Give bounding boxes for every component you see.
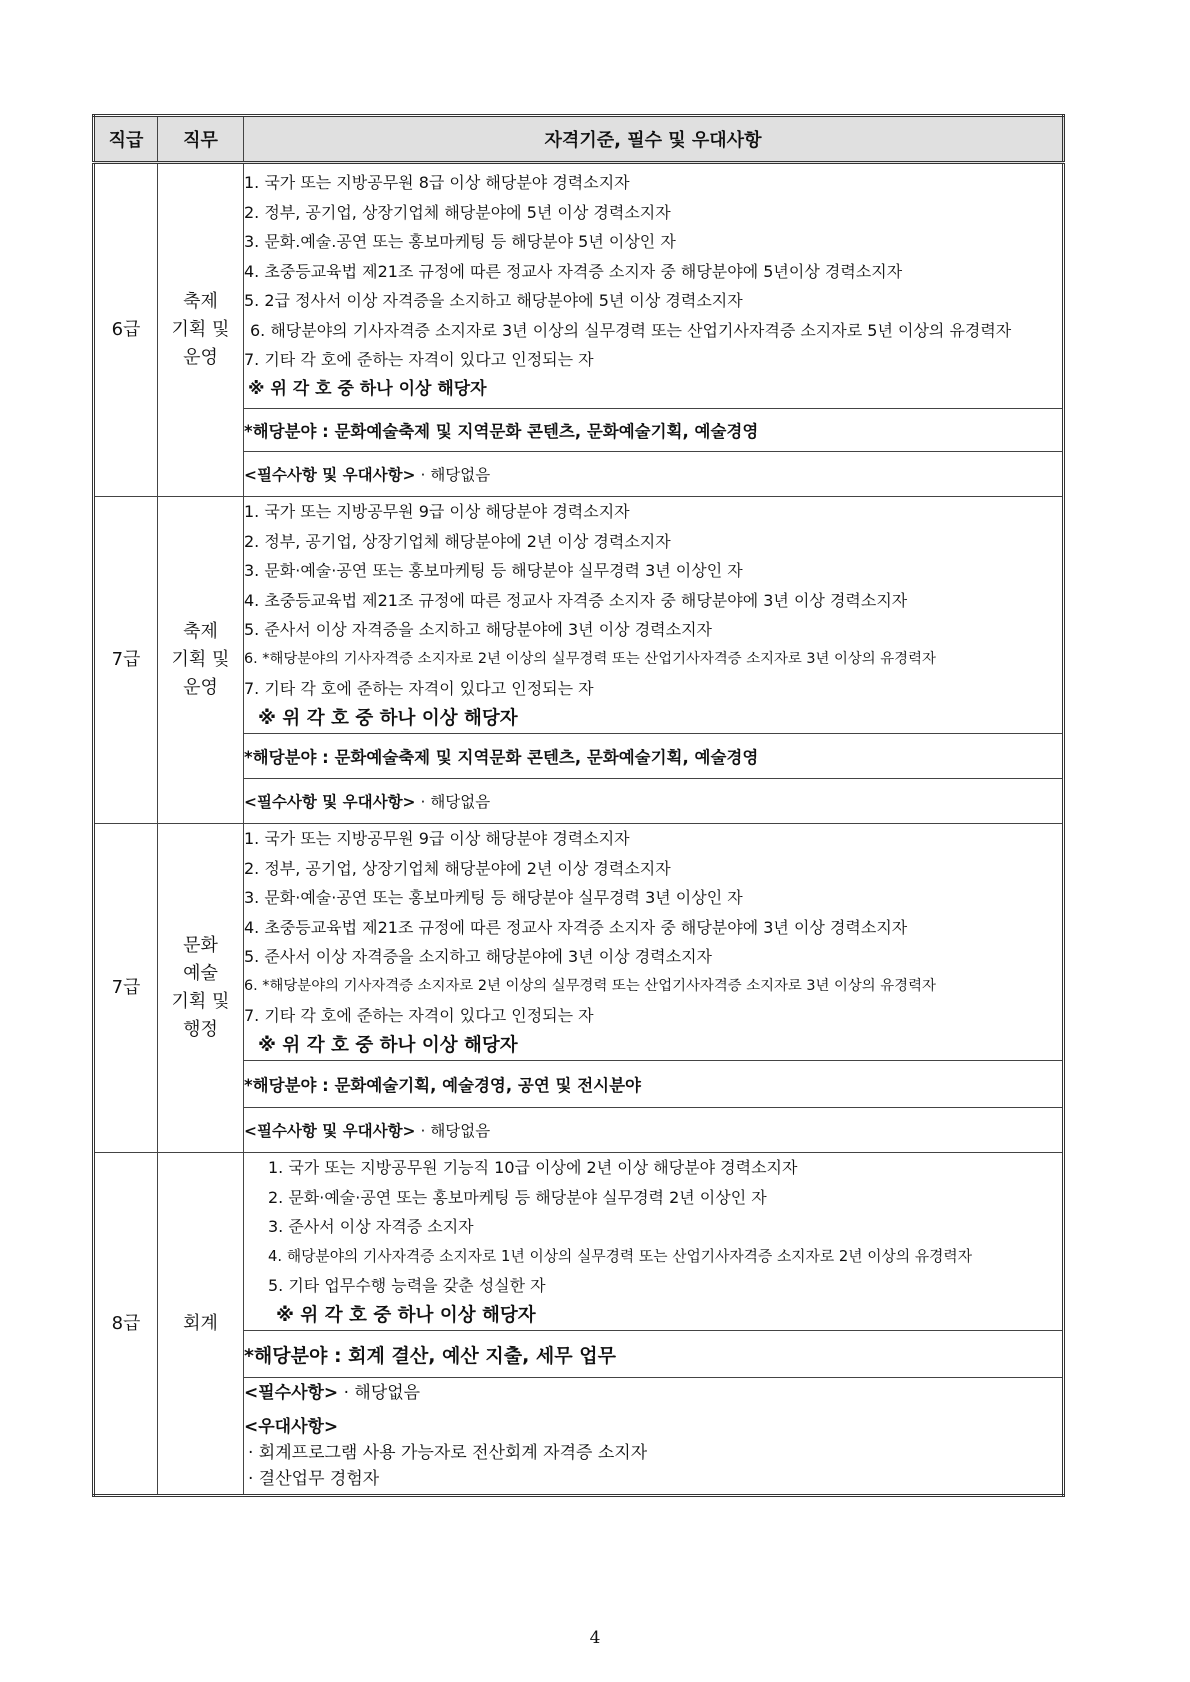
requirement-value: · 해당없음 [420, 1122, 491, 1140]
table-row [94, 163, 1064, 409]
criteria-item: 1. 국가 또는 지방공무원 9급 이상 해당분야 경력소지자 [244, 829, 630, 848]
table-row [94, 824, 1064, 1061]
criteria-item: 6. *해당분야의 기사자격증 소지자로 2년 이상의 실무경력 또는 산업기사자격증 소지자로 3년 이상의 유경력자 [244, 650, 936, 667]
requirement-cell [244, 1108, 1064, 1153]
criteria-item: 6. *해당분야의 기사자격증 소지자로 2년 이상의 실무경력 또는 산업기사자격증 소지자로 3년 이상의 유경력자 [244, 977, 936, 994]
job-line: 축제 [183, 621, 218, 642]
criteria-item: 4. 초중등교육법 제21조 규정에 따른 정교사 자격증 소지자 중 해당분야에 5년이상 경력소지자 [244, 261, 903, 281]
qualification-table [92, 114, 1065, 1497]
criteria-item: 4. 해당분야의 기사자격증 소지자로 1년 이상의 실무경력 또는 산업기사자격증 소지자로 2년 이상의 유경력자 [268, 1247, 973, 1265]
table-header-row [94, 116, 1064, 163]
job-line: 운영 [183, 677, 218, 698]
grade-cell: 8급 [94, 1153, 158, 1496]
criteria-list [244, 1153, 1064, 1331]
requirement-label: <필수사항 및 우대사항> [244, 1122, 416, 1140]
criteria-item: 2. 문화·예술·공연 또는 홍보마케팅 등 해당분야 실무경력 2년 이상인 자 [268, 1187, 767, 1207]
criteria-list [244, 497, 1064, 734]
criteria-item: 5. 기타 업무수행 능력을 갖춘 성실한 자 [268, 1276, 546, 1295]
criteria-item: 1. 국가 또는 지방공무원 8급 이상 해당분야 경력소지자 [244, 173, 630, 192]
requirement-cell [244, 1378, 1064, 1496]
job-line: 행정 [183, 1019, 218, 1040]
criteria-item: 5. 준사서 이상 자격증을 소지하고 해당분야에 3년 이상 경력소지자 [244, 620, 712, 639]
criteria-note: ※ 위 각 호 중 하나 이상 해당자 [248, 378, 487, 399]
requirement-label: <필수사항 및 우대사항> [244, 466, 416, 484]
table-row [94, 1153, 1064, 1331]
job-line: 기획 및 [171, 319, 230, 340]
criteria-item: 7. 기타 각 호에 준하는 자격이 있다고 인정되는 자 [244, 350, 594, 369]
preference-item: · 회계프로그램 사용 가능자로 전산회계 자격증 소지자 [248, 1443, 648, 1463]
requirement-cell [244, 452, 1064, 497]
job-cell [158, 1153, 244, 1496]
criteria-item: 2. 정부, 공기업, 상장기업체 해당분야에 5년 이상 경력소지자 [244, 202, 671, 222]
requirement-value: · 해당없음 [420, 466, 491, 484]
job-line: 회계 [183, 1312, 218, 1334]
job-line: 운영 [183, 347, 218, 368]
requirement-cell [244, 779, 1064, 824]
criteria-list [244, 824, 1064, 1061]
job-line: 기획 및 [171, 649, 230, 670]
job-cell [158, 497, 244, 824]
criteria-item: 1. 국가 또는 지방공무원 9급 이상 해당분야 경력소지자 [244, 502, 630, 521]
job-line: 기획 및 [171, 991, 230, 1012]
grade-cell: 6급 [94, 163, 158, 497]
criteria-note: ※ 위 각 호 중 하나 이상 해당자 [258, 707, 518, 729]
criteria-item: 4. 초중등교육법 제21조 규정에 따른 정교사 자격증 소지자 중 해당분야에 3년 이상 경력소지자 [244, 590, 908, 610]
criteria-item: 7. 기타 각 호에 준하는 자격이 있다고 인정되는 자 [244, 1006, 594, 1025]
job-line: 문화 [183, 935, 218, 956]
criteria-note: ※ 위 각 호 중 하나 이상 해당자 [276, 1304, 536, 1326]
table-row [94, 497, 1064, 734]
job-cell [158, 163, 244, 497]
field-cell: *해당분야 : 문화예술기획, 예술경영, 공연 및 전시분야 [244, 1061, 1064, 1108]
requirement-value: · 해당없음 [420, 793, 491, 811]
criteria-note: ※ 위 각 호 중 하나 이상 해당자 [258, 1034, 518, 1056]
criteria-item: 2. 정부, 공기업, 상장기업체 해당분야에 2년 이상 경력소지자 [244, 858, 671, 878]
requirement-label: <필수사항 및 우대사항> [244, 793, 416, 811]
job-line: 축제 [183, 291, 218, 312]
header-job: 직무 [158, 116, 244, 163]
criteria-item: 5. 2급 정사서 이상 자격증을 소지하고 해당분야에 5년 이상 경력소지자 [244, 291, 743, 310]
grade-cell: 7급 [94, 824, 158, 1153]
criteria-item: 4. 초중등교육법 제21조 규정에 따른 정교사 자격증 소지자 중 해당분야에 3년 이상 경력소지자 [244, 917, 908, 937]
criteria-item: 6. 해당분야의 기사자격증 소지자로 3년 이상의 실무경력 또는 산업기사자격증 소지자로 5년 이상의 유경력자 [250, 320, 1012, 340]
field-cell: *해당분야 : 회계 결산, 예산 지출, 세무 업무 [244, 1331, 1064, 1378]
criteria-item: 3. 준사서 이상 자격증 소지자 [268, 1217, 474, 1236]
criteria-item: 5. 준사서 이상 자격증을 소지하고 해당분야에 3년 이상 경력소지자 [244, 947, 712, 966]
preference-label: <우대사항> [244, 1417, 339, 1437]
criteria-item: 3. 문화.예술.공연 또는 홍보마케팅 등 해당분야 5년 이상인 자 [244, 232, 676, 251]
requirement-line [244, 1380, 1062, 1406]
job-cell [158, 824, 244, 1153]
grade-cell: 7급 [94, 497, 158, 824]
criteria-item: 3. 문화·예술·공연 또는 홍보마케팅 등 해당분야 실무경력 3년 이상인 자 [244, 561, 743, 580]
header-grade: 직급 [94, 116, 158, 163]
criteria-item: 1. 국가 또는 지방공무원 기능직 10급 이상에 2년 이상 해당분야 경력소지자 [268, 1158, 798, 1177]
header-criteria: 자격기준, 필수 및 우대사항 [244, 116, 1064, 163]
field-cell: *해당분야 : 문화예술축제 및 지역문화 콘텐츠, 문화예술기획, 예술경영 [244, 734, 1064, 779]
criteria-list [244, 163, 1064, 409]
criteria-item: 2. 정부, 공기업, 상장기업체 해당분야에 2년 이상 경력소지자 [244, 531, 671, 551]
requirement-value: · 해당없음 [343, 1383, 421, 1403]
criteria-item: 7. 기타 각 호에 준하는 자격이 있다고 인정되는 자 [244, 679, 594, 698]
criteria-item: 3. 문화·예술·공연 또는 홍보마케팅 등 해당분야 실무경력 3년 이상인 자 [244, 888, 743, 907]
preference-item: · 결산업무 경험자 [248, 1469, 380, 1489]
field-cell: *해당분야 : 문화예술축제 및 지역문화 콘텐츠, 문화예술기획, 예술경영 [244, 409, 1064, 452]
page-number: 4 [589, 1628, 601, 1648]
requirement-label: <필수사항> [244, 1383, 339, 1403]
job-line: 예술 [183, 963, 218, 984]
